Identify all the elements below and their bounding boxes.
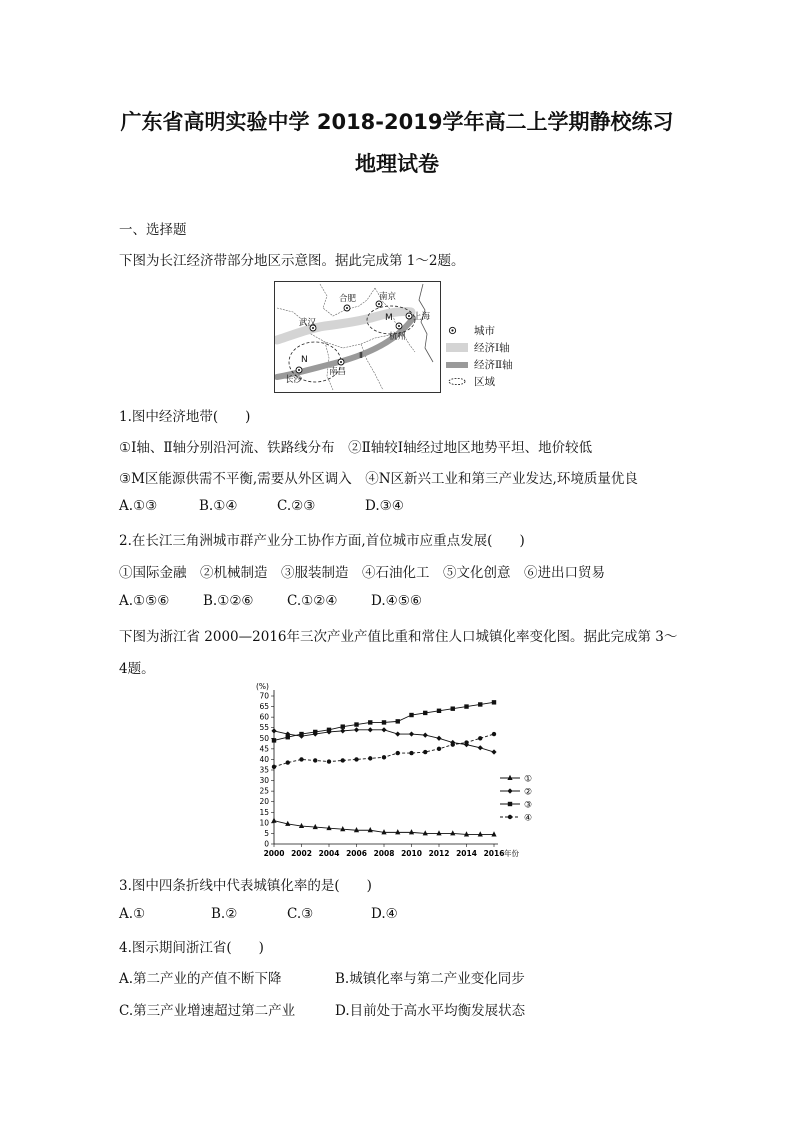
- data-point: [478, 702, 482, 706]
- y-tick-label: 55: [259, 723, 269, 733]
- city-hangzhou: 杭州: [389, 332, 407, 342]
- y-tick-label: 10: [259, 818, 269, 828]
- q4-options-cd: [119, 999, 525, 1019]
- x-tick-label: 2016: [483, 849, 505, 858]
- y-tick-label: 70: [259, 691, 269, 701]
- data-point: [286, 760, 290, 764]
- data-point: [340, 728, 345, 733]
- y-tick-label: 30: [259, 776, 269, 786]
- data-point: [451, 742, 455, 746]
- data-point: [354, 757, 358, 761]
- q1-statement-2: ③M区能源供需不平衡,需要从外区调入 ④N区新兴工业和第三产业发达,环境质量优良: [119, 471, 638, 487]
- section-heading: 一、选择题: [119, 222, 187, 238]
- q2-option-a[interactable]: A.①⑤⑥: [119, 593, 170, 609]
- q4-option-c[interactable]: C.第三产业增速超过第二产业: [119, 1003, 296, 1019]
- page-title: 广东省高明实验中学 2018-2019学年高二上学期静校练习: [120, 110, 674, 134]
- data-point: [326, 825, 331, 830]
- industry-urbanization-chart: [250, 678, 550, 868]
- q3-option-c[interactable]: C.③: [287, 906, 314, 922]
- axis-ii-swatch: [446, 362, 468, 368]
- yangtze-map: [274, 281, 441, 393]
- y-tick-label: 15: [259, 807, 269, 817]
- q4-option-a[interactable]: A.第二产业的产值不断下降: [119, 971, 282, 987]
- data-point: [341, 724, 345, 728]
- y-tick-label: 25: [259, 786, 269, 796]
- data-point: [437, 747, 441, 751]
- q3-option-b[interactable]: B.②: [211, 906, 238, 922]
- y-tick-label: 0: [264, 839, 269, 849]
- x-tick-label: 2010: [401, 849, 422, 858]
- q2-option-d[interactable]: D.④⑤⑥: [371, 593, 422, 609]
- q2-items: ①国际金融 ②机械制造 ③服装制造 ④石油化工 ⑤文化创意 ⑥进出口贸易: [119, 565, 605, 581]
- data-point: [409, 713, 413, 717]
- q2-options: [119, 593, 422, 609]
- data-point: [464, 704, 468, 708]
- data-point: [409, 731, 414, 736]
- data-point: [423, 750, 427, 754]
- q1-option-c[interactable]: C.②③: [277, 498, 316, 514]
- data-point: [492, 732, 496, 736]
- data-point: [354, 827, 359, 832]
- legend-axis-ii-label: 经济Ⅱ轴: [474, 359, 513, 371]
- data-point: [395, 731, 400, 736]
- q1-option-d[interactable]: D.③④: [365, 498, 404, 514]
- chart-svg: [250, 678, 550, 868]
- city-nanjing: 南京: [379, 292, 397, 302]
- y-axis-unit: (%): [256, 682, 269, 691]
- data-point: [423, 830, 428, 835]
- q2-stem: 2.在长江三角洲城市群产业分工协作方面,首位城市应重点发展( ): [119, 533, 525, 549]
- q1-option-a[interactable]: A.①③: [119, 498, 158, 514]
- q4-options-ab: [119, 967, 525, 987]
- intro-chart: 下图为浙江省 2000—2016年三次产业产值比重和常住人口城镇化率变化图。据此完成第 3～: [119, 629, 678, 645]
- legend-label: ①: [524, 774, 533, 785]
- data-point: [396, 751, 400, 755]
- q1-options: [119, 498, 404, 514]
- y-tick-label: 40: [259, 754, 269, 764]
- data-point: [271, 818, 276, 823]
- data-point: [437, 709, 441, 713]
- y-tick-label: 20: [259, 797, 269, 807]
- data-point: [299, 732, 303, 736]
- data-point: [491, 749, 496, 754]
- data-point: [451, 706, 455, 710]
- data-point: [423, 733, 428, 738]
- axis-i-swatch: [446, 343, 468, 352]
- city-nanchang: 南昌: [329, 367, 347, 377]
- page-subtitle: 地理试卷: [355, 152, 439, 176]
- x-axis-label: 年份: [504, 849, 519, 858]
- y-tick-label: 65: [259, 702, 269, 712]
- data-point: [382, 755, 386, 759]
- intro-map: 下图为长江经济带部分地区示意图。据此完成第 1～2题。: [119, 253, 465, 269]
- x-tick-label: 2000: [263, 849, 285, 858]
- y-tick-label: 5: [264, 828, 269, 838]
- data-point: [478, 736, 482, 740]
- y-tick-label: 50: [259, 733, 269, 743]
- city-symbol-icon: [446, 326, 468, 335]
- region-m-label: M: [385, 313, 393, 323]
- axis-ii-label: Ⅱ: [359, 351, 363, 360]
- data-point: [271, 728, 276, 733]
- x-tick-label: 2012: [428, 849, 450, 858]
- legend-label: ③: [524, 800, 533, 811]
- legend-label: ④: [524, 813, 533, 824]
- map-legend: [446, 322, 556, 390]
- q4-option-b[interactable]: B.城镇化率与第二产业变化同步: [335, 971, 525, 987]
- q2-option-b[interactable]: B.①②⑥: [203, 593, 254, 609]
- data-point: [272, 738, 276, 742]
- data-point: [327, 759, 331, 763]
- data-point: [313, 758, 317, 762]
- data-point: [491, 831, 496, 836]
- data-point: [381, 727, 386, 732]
- data-point: [272, 765, 276, 769]
- data-point: [368, 827, 373, 832]
- intro-chart-cont: 4题。: [119, 661, 155, 677]
- q1-statement-1: ①Ⅰ轴、Ⅱ轴分别沿河流、铁路线分布 ②Ⅱ轴较Ⅰ轴经过地区地势平坦、地价较低: [119, 440, 593, 456]
- data-point: [436, 830, 441, 835]
- legend-city-label: 城市: [474, 325, 495, 337]
- x-tick-label: 2014: [456, 849, 477, 858]
- y-tick-label: 35: [259, 765, 269, 775]
- data-point: [478, 831, 483, 836]
- data-point: [478, 745, 483, 750]
- legend-region: [446, 373, 556, 390]
- q4-option-d[interactable]: D.目前处于高水平均衡发展状态: [335, 1003, 526, 1019]
- legend-label: ②: [524, 787, 533, 798]
- x-tick-label: 2008: [373, 849, 395, 858]
- data-point: [396, 719, 400, 723]
- data-point: [354, 722, 358, 726]
- legend-axis-i-label: 经济Ⅰ轴: [474, 342, 510, 354]
- q4-stem: 4.图示期间浙江省( ): [119, 940, 264, 956]
- data-point: [313, 730, 317, 734]
- data-point: [464, 831, 469, 836]
- legend-axis-ii: [446, 356, 556, 373]
- data-point: [313, 824, 318, 829]
- legend-axis-i: [446, 339, 556, 356]
- city-wuhan: 武汉: [299, 318, 317, 328]
- data-point: [423, 711, 427, 715]
- q1-stem: 1.图中经济地带( ): [119, 409, 251, 425]
- series-line: [274, 734, 494, 767]
- data-point: [286, 735, 290, 739]
- data-point: [409, 829, 414, 834]
- data-point: [409, 751, 413, 755]
- city-shanghai: 上海: [413, 312, 431, 322]
- legend-marker: [507, 788, 512, 793]
- q3-stem: 3.图中四条折线中代表城镇化率的是( ): [119, 878, 372, 894]
- q1-option-b[interactable]: B.①④: [199, 498, 238, 514]
- city-changsha: 长沙: [285, 375, 303, 385]
- data-point: [382, 720, 386, 724]
- data-point: [395, 829, 400, 834]
- y-tick-label: 60: [259, 712, 269, 722]
- data-point: [368, 756, 372, 760]
- legend-marker: [507, 775, 512, 780]
- data-point: [436, 736, 441, 741]
- region-n-label: N: [301, 355, 308, 365]
- x-tick-label: 2002: [291, 849, 312, 858]
- region-symbol-icon: [446, 377, 468, 386]
- y-tick-label: 45: [259, 744, 269, 754]
- legend-region-label: 区域: [474, 376, 495, 388]
- data-point: [492, 700, 496, 704]
- legend-city: [446, 322, 556, 339]
- data-point: [327, 728, 331, 732]
- data-point: [450, 830, 455, 835]
- map-drawing: [275, 282, 440, 392]
- data-point: [299, 757, 303, 761]
- legend-marker: [508, 815, 512, 819]
- legend-marker: [508, 802, 512, 806]
- data-point: [354, 727, 359, 732]
- q3-option-a[interactable]: A.①: [119, 906, 146, 922]
- data-point: [340, 826, 345, 831]
- q2-option-c[interactable]: C.①②④: [287, 593, 338, 609]
- data-point: [368, 720, 372, 724]
- data-point: [464, 740, 468, 744]
- x-tick-label: 2004: [318, 849, 340, 858]
- q3-options: [119, 906, 398, 922]
- data-point: [368, 727, 373, 732]
- x-tick-label: 2006: [346, 849, 367, 858]
- city-hefei: 合肥: [339, 294, 357, 304]
- data-point: [341, 758, 345, 762]
- q3-option-d[interactable]: D.④: [371, 906, 398, 922]
